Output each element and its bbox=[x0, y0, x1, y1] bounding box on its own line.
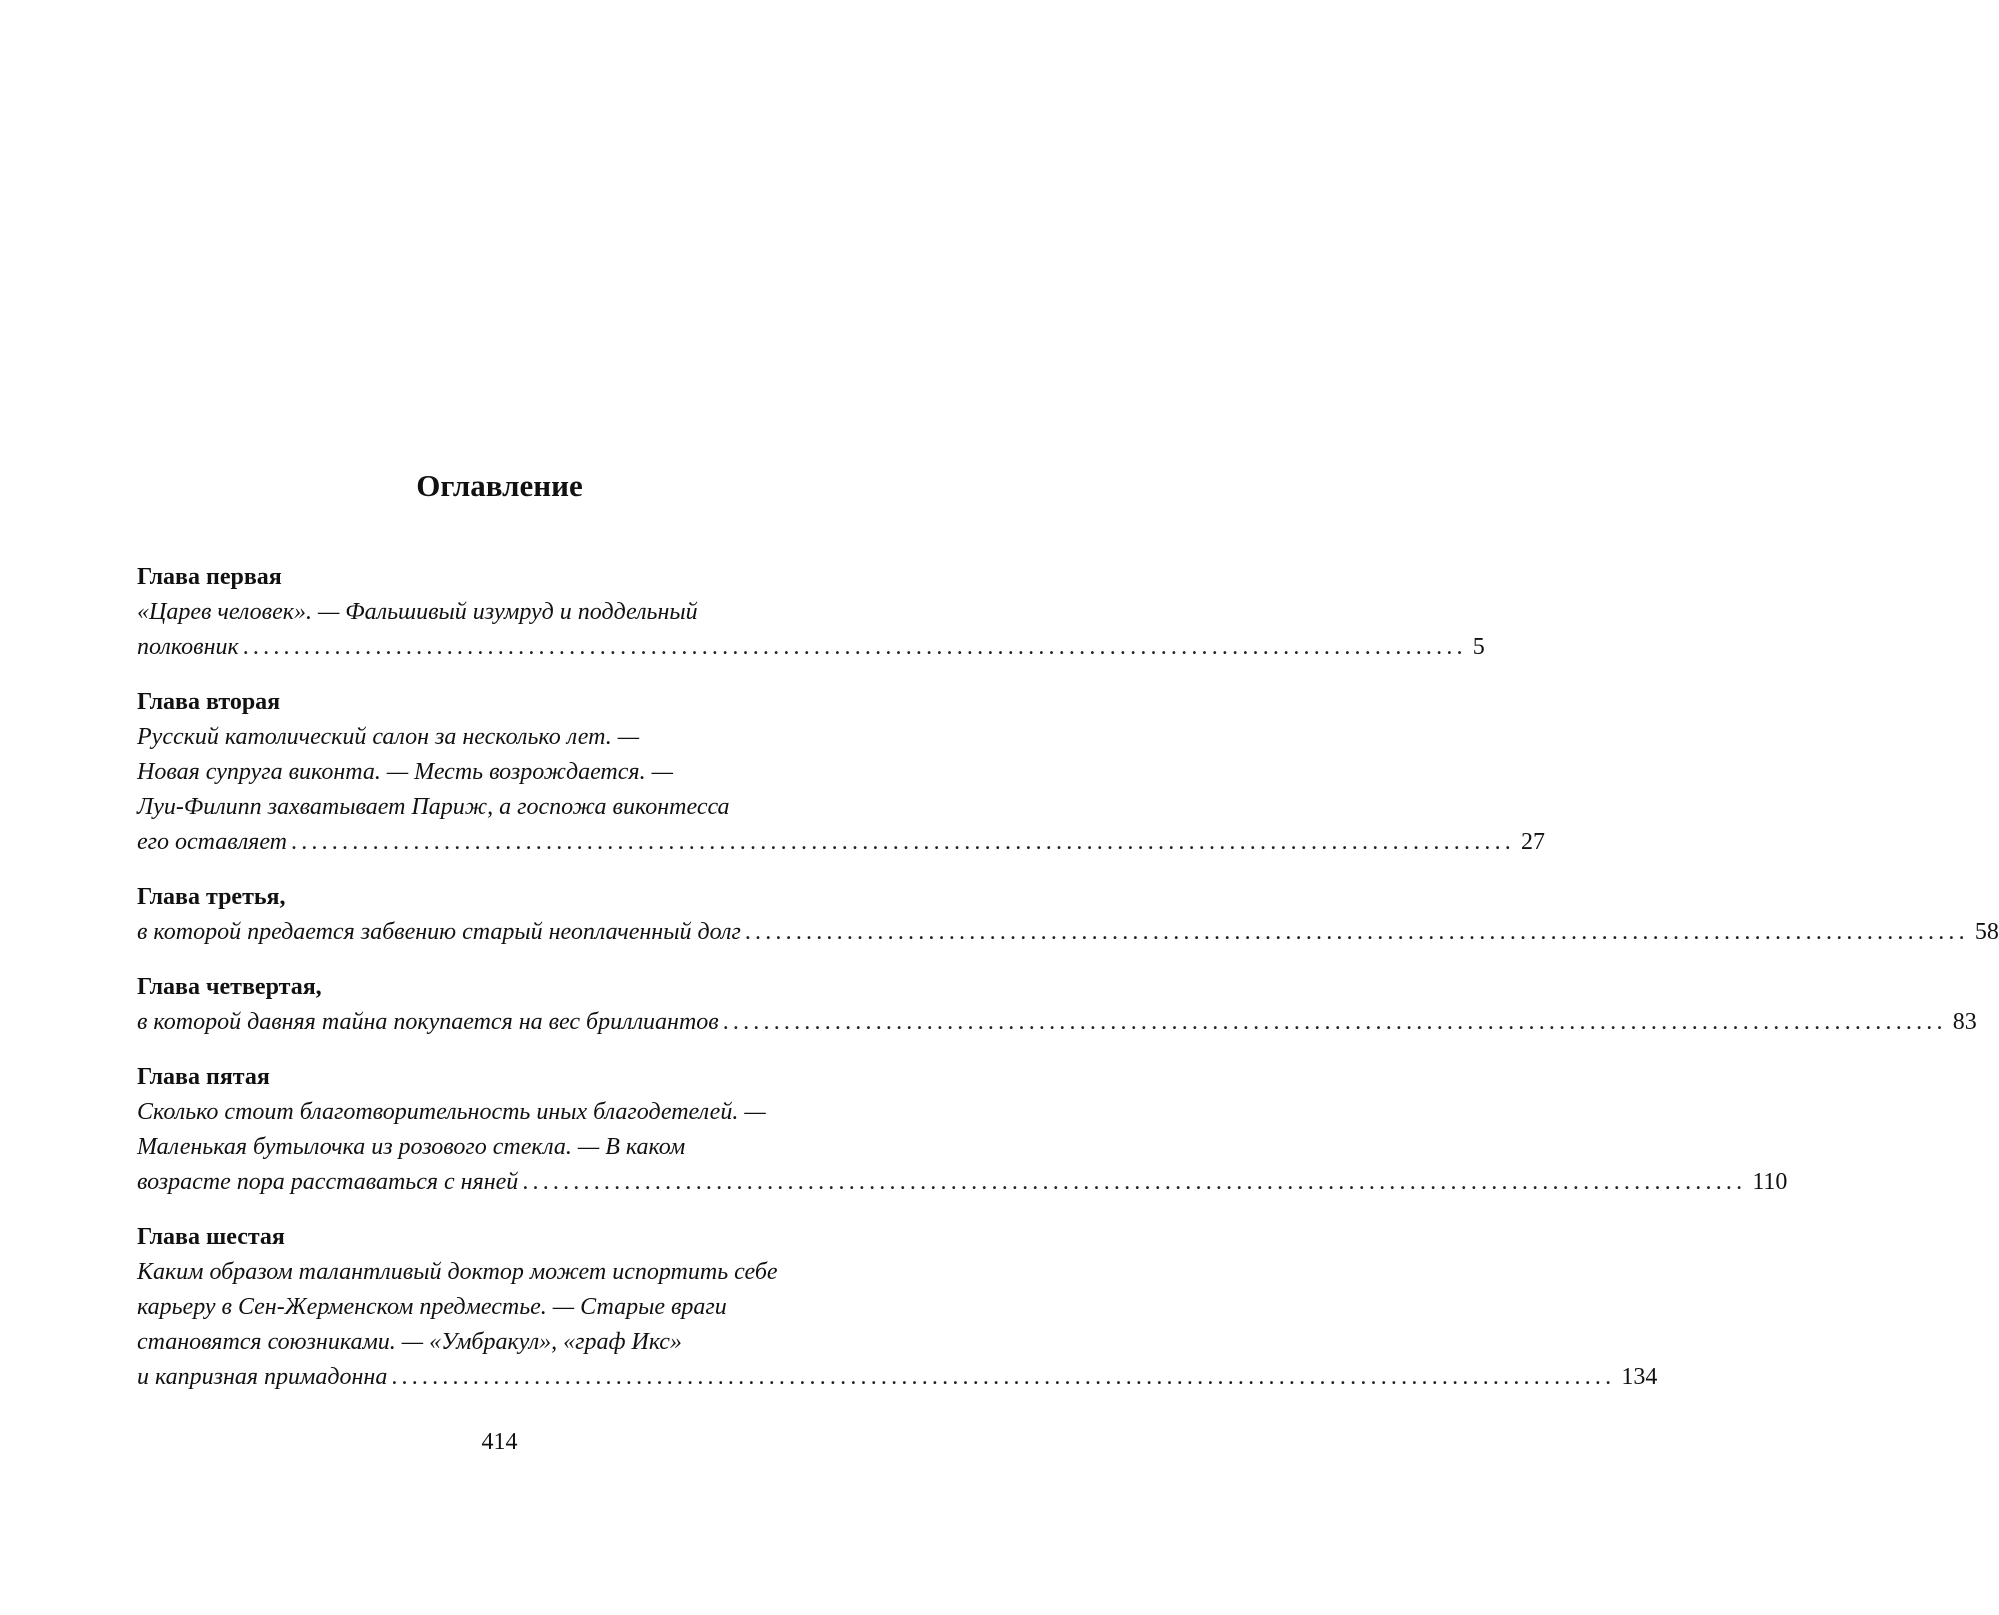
dot-leader: ........................................................................................................................ bbox=[744, 919, 1969, 945]
chapter-summary-last-line bbox=[137, 915, 1999, 950]
page-number: 414 bbox=[481, 1429, 518, 1455]
toc-entry-2 bbox=[137, 686, 1545, 860]
chapter-summary-last-line bbox=[137, 1360, 1658, 1395]
toc-entry-6 bbox=[137, 1221, 1658, 1395]
chapter-summary-text: полковник bbox=[137, 634, 239, 660]
chapter-page-number: 5 bbox=[1472, 634, 1485, 660]
chapter-summary-text: его оставляет bbox=[137, 829, 287, 855]
chapter-summary-line: Луи-Филипп захватывает Париж, а госпожа виконтесса bbox=[137, 794, 730, 820]
chapter-summary-line: Русский католический салон за несколько лет. — bbox=[137, 724, 640, 750]
chapter-page-number: 27 bbox=[1521, 829, 1545, 855]
dot-leader: ........................................................................................................................ bbox=[722, 1009, 1947, 1035]
chapter-summary-line: Маленькая бутылочка из розового стекла. — В каком bbox=[137, 1134, 686, 1160]
dot-leader: ........................................................................................................................ bbox=[242, 634, 1467, 660]
chapter-summary-last-line bbox=[137, 1005, 1977, 1040]
chapter-summary-line: становятся союзниками. — «Умбракул», «граф Икс» bbox=[137, 1329, 682, 1355]
chapter-heading: Глава вторая bbox=[137, 689, 281, 715]
chapter-heading: Глава пятая bbox=[137, 1064, 270, 1090]
chapter-summary-text: в которой предается забвению старый неоплаченный долг bbox=[137, 919, 741, 945]
chapter-summary-last-line bbox=[137, 825, 1545, 860]
chapter-summary-text: и капризная примадонна bbox=[137, 1364, 388, 1390]
chapter-heading: Глава четвертая, bbox=[137, 974, 322, 1000]
dot-leader: ........................................................................................................................ bbox=[522, 1169, 1747, 1195]
chapter-summary-line: карьеру в Сен-Жерменском предместье. — Старые враги bbox=[137, 1294, 727, 1320]
chapter-page-number: 83 bbox=[1952, 1009, 1977, 1035]
chapter-summary-text: возрасте пора расставаться с няней bbox=[137, 1169, 519, 1195]
chapter-summary-text: в которой давняя тайна покупается на вес бриллиантов bbox=[137, 1009, 719, 1035]
dot-leader: ........................................................................................................................ bbox=[291, 829, 1515, 855]
dot-leader: ........................................................................................................................ bbox=[391, 1364, 1616, 1390]
toc-entry-4 bbox=[137, 971, 1977, 1040]
chapter-heading: Глава шестая bbox=[137, 1224, 285, 1250]
page-title: Оглавление bbox=[416, 468, 583, 503]
chapter-summary-last-line bbox=[137, 1165, 1788, 1200]
chapter-summary-line: Новая супруга виконта. — Месть возрождается. — bbox=[137, 759, 673, 785]
chapter-summary-last-line bbox=[137, 630, 1485, 665]
table-of-contents bbox=[137, 561, 1999, 1416]
toc-entry-1 bbox=[137, 561, 1485, 665]
chapter-page-number: 134 bbox=[1621, 1364, 1658, 1390]
chapter-heading: Глава третья, bbox=[137, 884, 286, 910]
chapter-heading: Глава первая bbox=[137, 564, 282, 590]
chapter-page-number: 110 bbox=[1752, 1169, 1788, 1195]
toc-entry-3 bbox=[137, 881, 1999, 950]
chapter-summary-line: Сколько стоит благотворительность иных благодетелей. — bbox=[137, 1099, 766, 1125]
toc-entry-5 bbox=[137, 1061, 1788, 1200]
chapter-summary-line: «Царев человек». — Фальшивый изумруд и поддельный bbox=[137, 599, 698, 625]
chapter-page-number: 58 bbox=[1974, 919, 1999, 945]
chapter-summary-line: Каким образом талантливый доктор может испортить себе bbox=[137, 1259, 778, 1285]
